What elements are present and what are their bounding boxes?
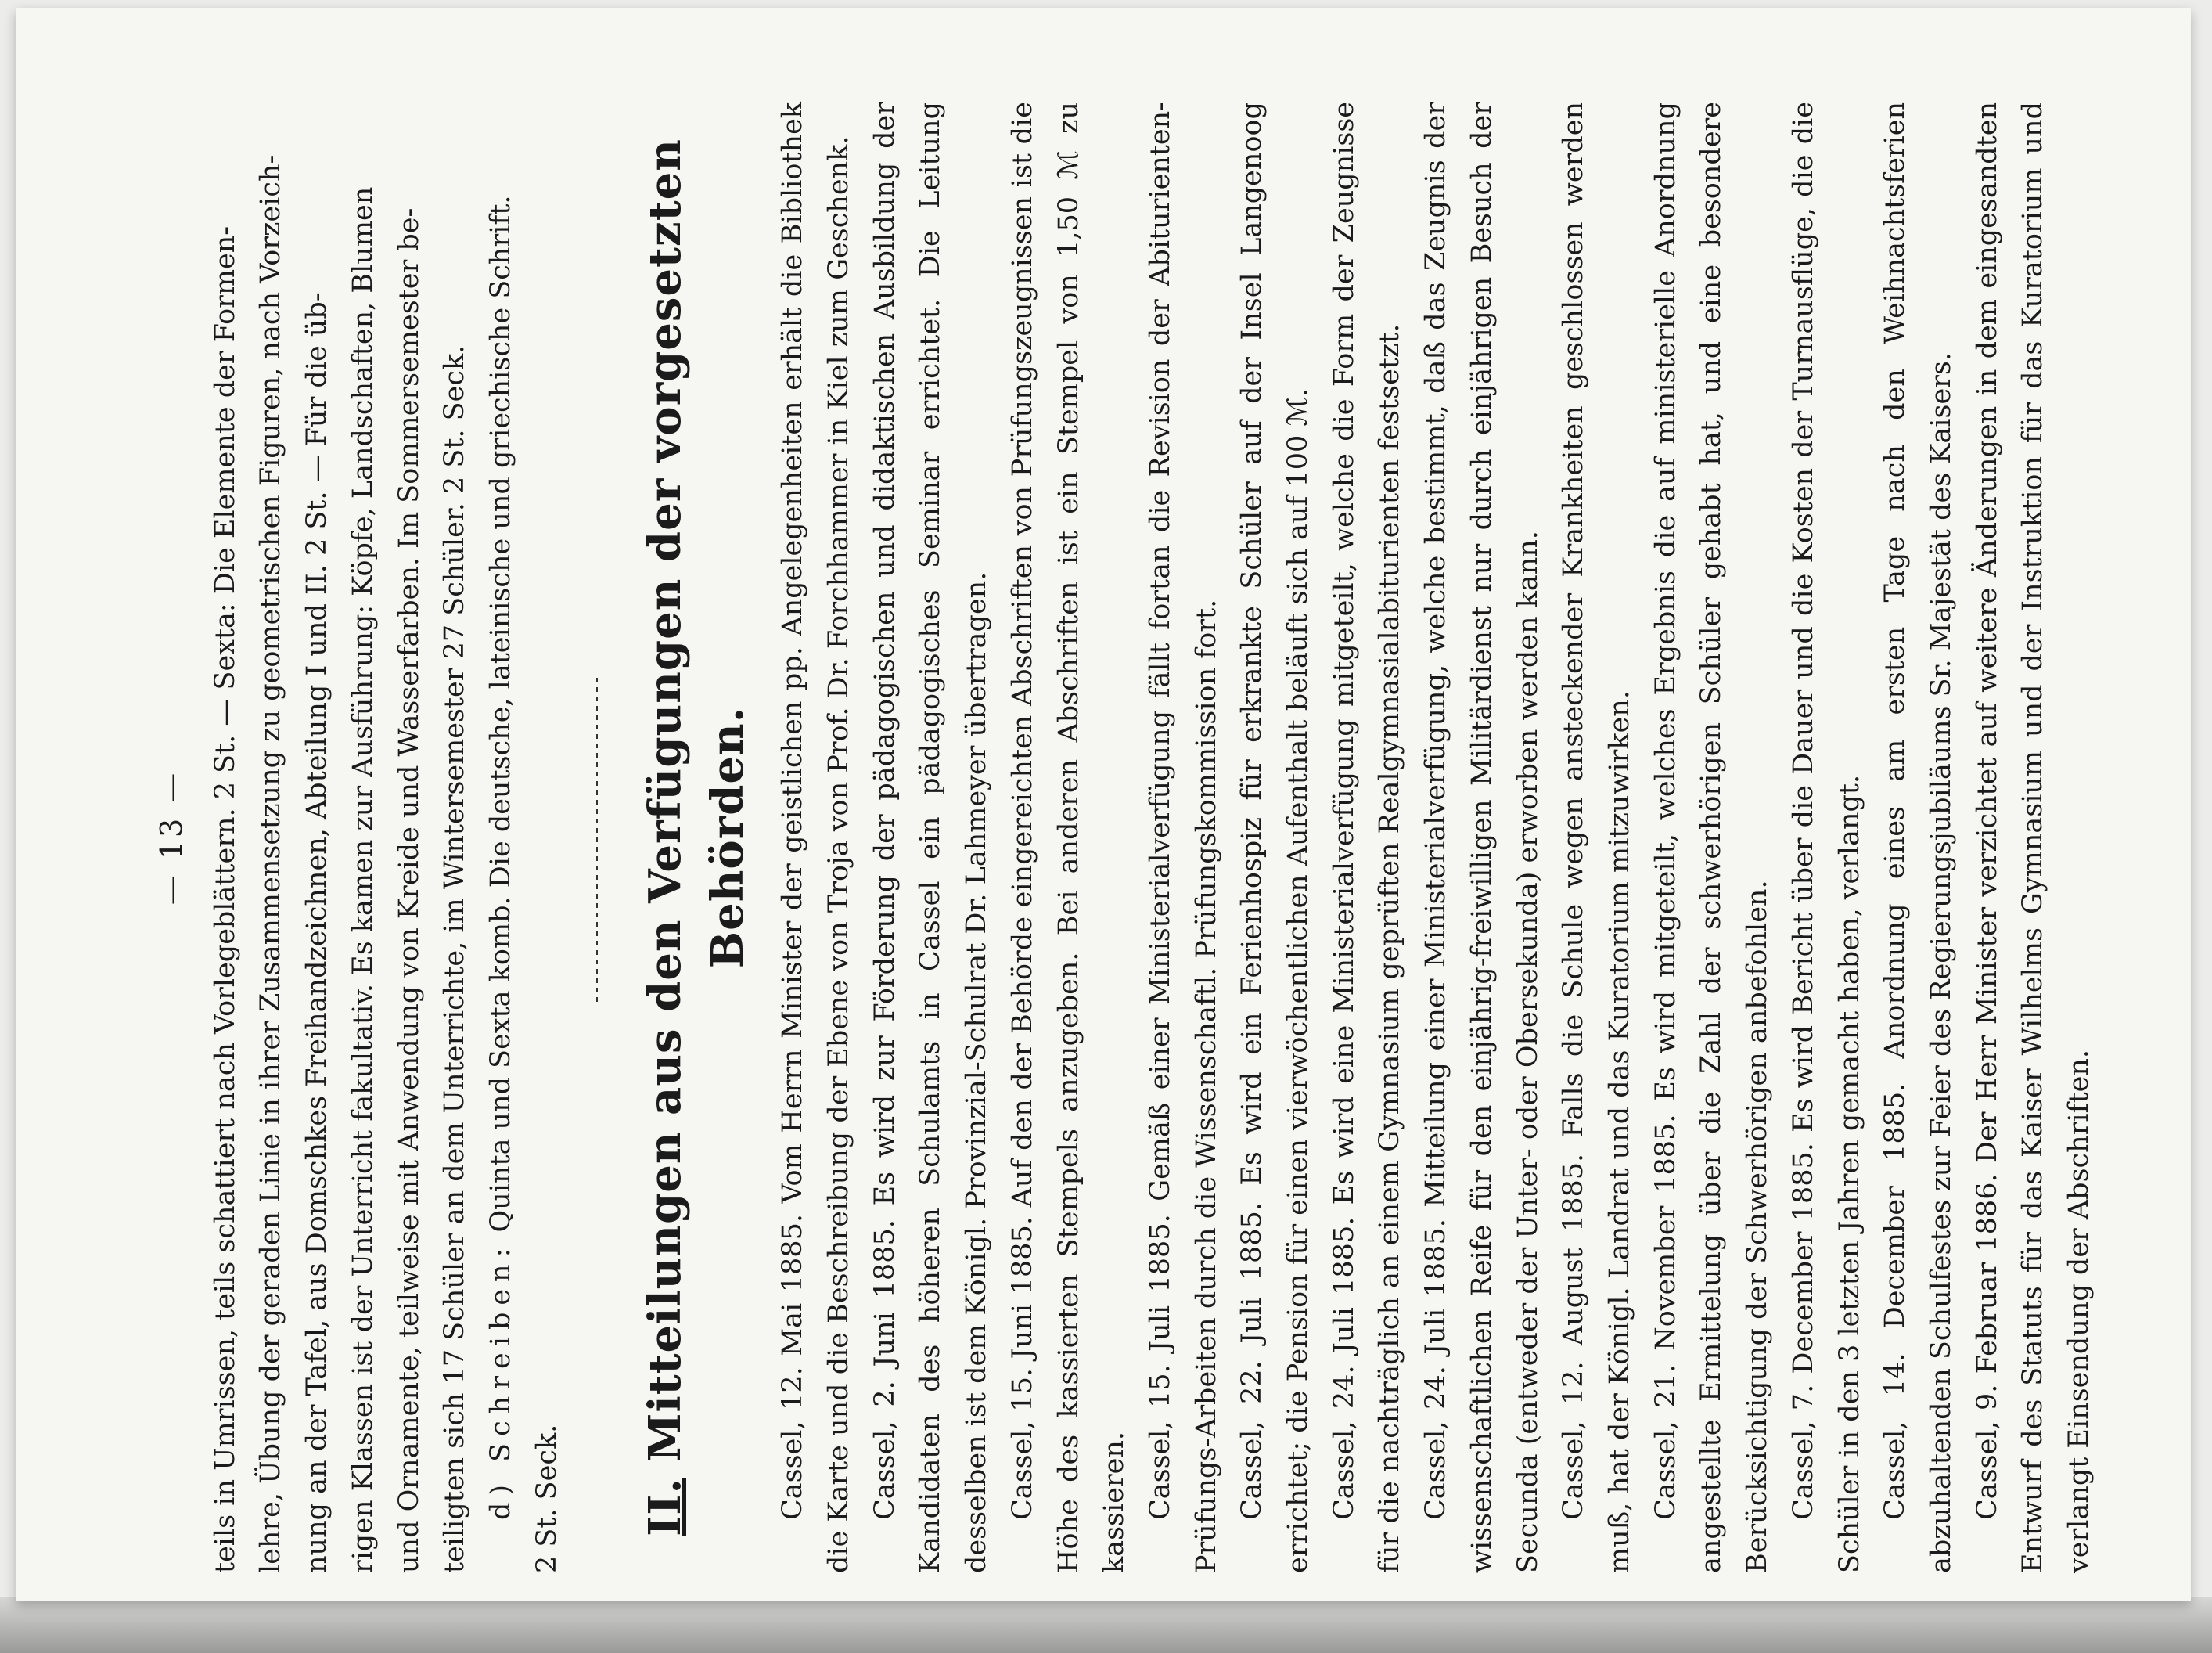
intro-line: nung an der Tafel, aus Domschkes Freihandzeichnen, Abteilung I und II. 2 St. — Für die üb-: [301, 292, 333, 1573]
decree-entry: Cassel, 22. Juli 1885. Es wird ein Ferienhospiz für erkrankte Schüler auf der Insel Langenoog errichtet; die Pension für einen vierwöchentlichen Aufenthalt beläuft sich auf 100 ℳ.: [1236, 102, 1315, 1573]
decree-entry: Cassel, 15. Juni 1885. Auf den der Behörde eingereichten Abschriften von Prüfungszeugnissen ist die Höhe des kassierten Stempels anzugeben. Bei anderen Abschriften ist ein Stempel von 1,50 ℳ zu kassieren.: [1006, 102, 1131, 1573]
intro-line: teiligten sich 17 Schüler an dem Unterrichte, im Wintersemester 27 Schüler. 2 St. Seck.: [439, 344, 471, 1573]
decree-entry: Cassel, 21. November 1885. Es wird mitgeteilt, welches Ergebnis die auf ministerielle Anordnung angestellte Ermittelung über die Zahl der schwerhörigen Schüler gehabt hat, und eine besondere Berücksichtigung der Schwerhörigen anbefohlen.: [1649, 102, 1774, 1573]
intro-line: teils in Umrissen, teils schattiert nach Vorlegeblättern. 2 St. — Sexta: Die Elemente der Formen-: [209, 225, 241, 1573]
decree-entry: Cassel, 9. Februar 1886. Der Herr Minister verzichtet auf weitere Änderungen in dem eingesandten Entwurf des Statuts für das Kaiser Wilhelms Gymnasium und der Instruktion für das Kuratorium und verlangt Einsendung der Abschriften.: [1971, 102, 2095, 1573]
scanned-page: [16, 8, 2191, 1601]
scan-bed-shadow: [0, 1597, 2212, 1653]
rotated-text-block: [149, 102, 2095, 1573]
decree-entry: Cassel, 24. Juli 1885. Es wird eine Ministerialverfügung mitgeteilt, welche die Form der Zeugnisse für die nachträglich an einem Gymnasium geprüften Realgymnasialabiturienten festsetzt.: [1328, 102, 1406, 1573]
decree-entry: Cassel, 15. Juli 1885. Gemäß einer Ministerialverfügung fällt fortan die Revision der Abiturienten-Prüfungs-Arbeiten durch die Wissenschaftl. Prüfungskommission fort.: [1144, 102, 1222, 1573]
schreiben-label: d) Schreiben:: [484, 1241, 516, 1520]
schreiben-text: Quinta und Sexta komb. Die deutsche, lateinische und griechische Schrift.: [484, 195, 516, 1241]
decree-entry: Cassel, 24. Juli 1885. Mitteilung einer Ministerialverfügung, welche bestimmt, daß das Zeugnis der wissenschaftlichen Reife für den einjährig-freiwilligen Militärdienst nur durch einjährigen Besuch der Secunda (entweder der Unter- oder Obersekunda) erworben werden kann.: [1420, 102, 1544, 1573]
ornamental-divider: [592, 673, 602, 1002]
decree-entry: Cassel, 14. December 1885. Anordnung eines am ersten Tage nach den Weihnachtsferien abzuhaltenden Schulfestes zur Feier des Regierungsjubiläums Sr. Majestät des Kaisers.: [1879, 102, 1957, 1573]
decree-entry: Cassel, 12. August 1885. Falls die Schule wegen ansteckender Krankheiten geschlossen werden muß, hat der Königl. Landrat und das Kuratorium mitzuwirken.: [1558, 102, 1635, 1573]
intro-line: rigen Klassen ist der Unterricht fakultativ. Es kamen zur Ausführung: Köpfe, Landschaften, Blumen: [347, 186, 379, 1573]
decree-entry: Cassel, 7. December 1885. Es wird Bericht über die Dauer und die Kosten der Turnausflüge, die die Schüler in den 3 letzten Jahren gemacht haben, verlangt.: [1787, 102, 1865, 1573]
decree-entry: Cassel, 12. Mai 1885. Vom Herrn Minister der geistlichen pp. Angelegenheiten erhält die Bibliothek die Karte und die Beschreibung der Ebene von Troja von Prof. Dr. Forchhammer in Kiel zum Geschenk.: [777, 102, 855, 1573]
decree-entry: Cassel, 2. Juni 1885. Es wird zur Förderung der pädagogischen und didaktischen Ausbildung der Kandidaten des höheren Schulamts in Cassel ein pädagogisches Seminar errichtet. Die Leitung desselben ist dem Königl. Provinzial-Schulrat Dr. Lahmeyer übertragen.: [869, 102, 993, 1573]
intro-paragraph: [203, 102, 478, 1573]
schreiben-paragraph: [478, 102, 524, 1573]
intro-line: lehre, Übung der geraden Linie in ihrer Zusammensetzung zu geometrischen Figuren, nach Vorzeich-: [255, 154, 287, 1573]
section-heading: [634, 102, 759, 1573]
intro-line: und Ornamente, teilweise mit Anwendung von Kreide und Wasserfarben. Im Sommersemester be-: [393, 207, 425, 1573]
schreiben-continuation: 2 St. Seck.: [531, 1424, 563, 1573]
section-title: Mitteilungen aus den Verfügungen der vorgesetzten Behörden.: [639, 139, 754, 1478]
page-number: — 13 —: [154, 769, 189, 906]
section-number: II.: [639, 1478, 692, 1536]
